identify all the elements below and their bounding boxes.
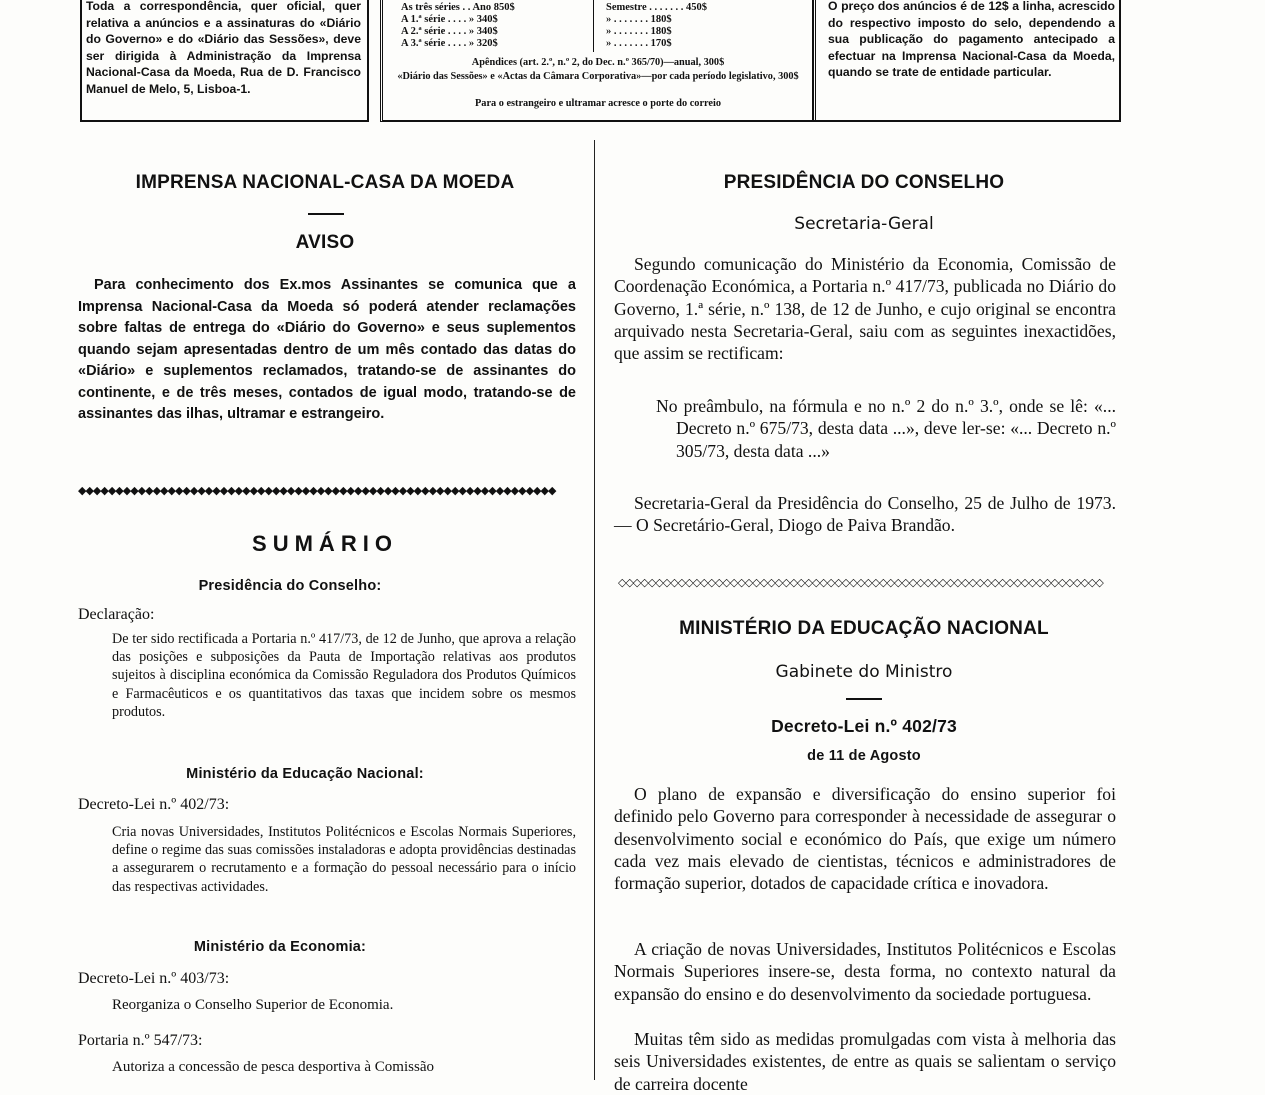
- presidency-paragraph-3: Secretaria-Geral da Presidência do Conselho, 25 de Julho de 1973. — O Secretário-Geral, Diogo de Paiva Brandão.: [614, 493, 1116, 536]
- presidency-subtitle: Secretaria-Geral: [794, 214, 934, 234]
- subscription-prices-box: [380, 0, 816, 122]
- entry-text: Cria novas Universidades, Institutos Politécnicos e Escolas Normais Superiores, define o regime das suas comissões instaladoras e adopta providências destinadas a assegurarem o recrutamento e a formação do pessoal necessário para o início das respectivas actividades.: [112, 824, 576, 895]
- foreign-postage-note: Para o estrangeiro e ultramar acresce o porte do correio: [475, 98, 721, 109]
- section-heading: Ministério da Educação Nacional:: [186, 766, 424, 782]
- decree-date: de 11 de Agosto: [807, 748, 921, 764]
- price-row: As três séries . . Ano 850$ Semestre . . . . . . . 450$: [401, 2, 707, 13]
- divider-dash: [846, 698, 882, 700]
- entry-text: Reorganiza o Conselho Superior de Economia.: [112, 997, 394, 1013]
- presidency-paragraph-2: No preâmbulo, na fórmula e no n.º 2 do n.º 3.º, onde se lê: «... Decreto n.º 675/73, desta data ...», deve ler-se: «... Decreto n.º 305/73, desta data ...»: [656, 396, 1116, 461]
- column-separator: [594, 140, 595, 1080]
- decorative-rule: ◆◆◆◆◆◆◆◆◆◆◆◆◆◆◆◆◆◆◆◆◆◆◆◆◆◆◆◆◆◆◆◆◆◆◆◆◆◆◆◆◆◆◆◆◆◆◆◆◆◆◆◆◆◆◆◆◆◆◆◆◆◆◆◆: [78, 486, 556, 496]
- entry-type: Decreto-Lei n.º 403/73:: [78, 970, 230, 987]
- entry-type: Decreto-Lei n.º 402/73:: [78, 796, 230, 813]
- correspondence-text: Toda a correspondência, quer oficial, quer relativa a anúncios e a assinaturas do «Diário do Governo» e do «Diário das Sessões», deve ser dirigida à Administração da Imprensa Nacional-Casa da Moeda, Rua de D. Francisco Manuel de Melo, 5, Lisboa-1.: [86, 0, 361, 96]
- sumario-title: SUMÁRIO: [252, 531, 398, 556]
- price-row: A 3.ª série . . . . » 320$ » . . . . . . . 170$: [401, 38, 672, 49]
- org-title: IMPRENSA NACIONAL-CASA DA MOEDA: [135, 172, 515, 193]
- aviso-text: Para conhecimento dos Ex.mos Assinantes se comunica que a Imprensa Nacional-Casa da Moeda só poderá atender reclamações sobre faltas de entrega do «Diário do Governo» e seus suplementos quando sejam apresentadas dentro de um mês contado das datas do «Diário» e suplementos reclamados, tratando-se de assinantes do continente, e de três meses, contados de igual modo, tratando-se de assinantes das ilhas, ultramar e estrangeiro.: [78, 277, 576, 422]
- ads-price-box: [812, 0, 1121, 122]
- entry-text: De ter sido rectificada a Portaria n.º 417/73, de 12 de Junho, que aprova a relação das posições e subposições da Pauta de Importação relativas aos produtos sujeitos à disciplina económica da Comissão Reguladora dos Produtos Químicos e Farmacêuticos e os quantitativos das taxas que incidem sobre os mesmos produtos.: [112, 631, 576, 720]
- decree-title: Decreto-Lei n.º 402/73: [771, 716, 957, 736]
- decree-paragraph-1: O plano de expansão e diversificação do ensino superior foi definido pelo Governo para corresponder à necessidade de assegurar o desenvolvimento social e económico do País, que exige um número cada vez mais elevado de cientistas, técnicos e administradores de formação superior, dotados de capacidade crítica e inovadora.: [614, 784, 1116, 894]
- sessions-note: «Diário das Sessões» e «Actas da Câmara Corporativa»—por cada período legislativo, 300$: [397, 71, 799, 82]
- ministry-title: MINISTÉRIO DA EDUCAÇÃO NACIONAL: [679, 618, 1049, 639]
- price-row: A 2.ª série . . . . » 340$ » . . . . . . . 180$: [401, 26, 672, 37]
- divider-dash: [308, 213, 344, 215]
- appendices-note: Apêndices (art. 2.º, n.º 2, do Dec. n.º 365/70)—anual, 300$: [471, 57, 725, 68]
- decorative-rule: ◇◇◇◇◇◇◇◇◇◇◇◇◇◇◇◇◇◇◇◇◇◇◇◇◇◇◇◇◇◇◇◇◇◇◇◇◇◇◇◇◇◇◇◇◇◇◇◇◇◇◇◇◇◇◇◇◇◇◇◇◇◇◇◇◇: [618, 578, 1103, 588]
- section-heading: Presidência do Conselho:: [198, 578, 382, 594]
- presidency-paragraph-1: Segundo comunicação do Ministério da Economia, Comissão de Coordenação Económica, a Portaria n.º 417/73, publicada no Diário do Governo, 1.ª série, n.º 138, de 12 de Junho, e cujo original se encontra arquivado nesta Secretaria-Geral, saiu com as seguintes inexactidões, que assim se rectificam:: [614, 254, 1116, 364]
- column-divider: [593, 0, 594, 52]
- entry-type: Portaria n.º 547/73:: [78, 1032, 203, 1049]
- price-row: A 1.ª série . . . . » 340$ » . . . . . . . 180$: [401, 14, 672, 25]
- ministry-subtitle: Gabinete do Ministro: [775, 662, 953, 682]
- aviso-title: AVISO: [295, 232, 355, 253]
- section-heading: Ministério da Economia:: [193, 939, 367, 955]
- entry-text: Autoriza a concessão de pesca desportiva à Comissão: [112, 1059, 434, 1075]
- decree-paragraph-2: A criação de novas Universidades, Institutos Politécnicos e Escolas Normais Superiores insere-se, desta forma, no contexto natural da expansão do ensino e do desenvolvimento da sociedade portuguesa.: [614, 939, 1116, 1004]
- correspondence-box: [80, 0, 369, 122]
- ads-price-text: O preço dos anúncios é de 12$ a linha, acrescido do respectivo imposto do selo, dependendo a sua publicação do pagamento antecipado a efectuar na Imprensa Nacional-Casa da Moeda, quando se trate de entidade particular.: [828, 0, 1115, 80]
- entry-type: Declaração:: [78, 606, 155, 623]
- decree-paragraph-3: Muitas têm sido as medidas promulgadas com vista à melhoria das seis Universidades existentes, de entre as quais se salientam o serviço de carreira docente: [614, 1029, 1116, 1094]
- presidency-title: PRESIDÊNCIA DO CONSELHO: [723, 172, 1005, 193]
